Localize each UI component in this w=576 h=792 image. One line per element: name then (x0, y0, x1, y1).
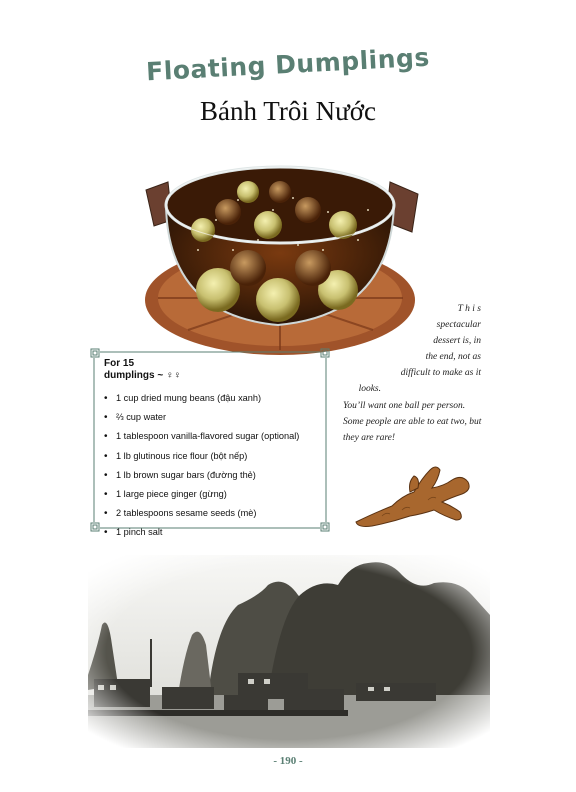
ingredient-item: • 1 cup dried mung beans (đậu xanh) (104, 389, 299, 408)
ingredient-item: • ⅔ cup water (104, 408, 299, 427)
page-number: - 190 - (273, 755, 303, 767)
halong-bay-photo (88, 555, 490, 748)
ginger-root-image (352, 456, 482, 528)
ingredient-item: • 1 tablespoon vanilla-flavored sugar (optional) (104, 427, 299, 446)
ingredient-item: • 1 large piece ginger (gừng) (104, 485, 299, 504)
recipe-intro: T h i s spectacular dessert is, in the end, not as difficult to make as it looks. (358, 304, 481, 394)
recipe-title-vietnamese: Bánh Trôi Nước (200, 96, 376, 126)
ingredient-item: • 1 lb brown sugar bars (đường thẻ) (104, 466, 299, 485)
ingredient-list (104, 389, 299, 543)
ingredient-item: • 2 tablespoons sesame seeds (mè) (104, 504, 299, 523)
ingredients-box (90, 348, 330, 538)
ingredient-item: • 1 lb glutinous rice flour (bột nếp) (104, 447, 299, 466)
serving-note: You’ll want one ball per person. Some people are able to eat two, but they are rare! (343, 401, 482, 443)
recipe-title-english: Floating Dumplings (145, 42, 431, 87)
yield-label: For 15 dumplings ~ ♀♀ (104, 358, 181, 381)
ingredient-item: • 1 pinch salt (104, 523, 299, 542)
